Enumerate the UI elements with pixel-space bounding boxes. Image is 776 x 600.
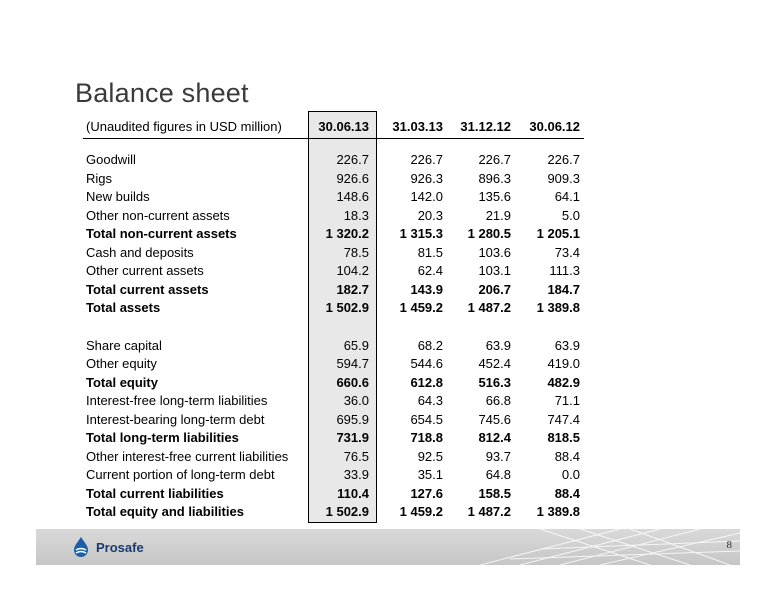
row-label: Total long-term liabilities [86,430,239,445]
column-header: 30.06.13 [318,119,369,134]
column-header: 31.12.12 [460,119,511,134]
row-label: Other equity [86,356,157,371]
row-value: 20.3 [417,207,443,223]
row-value: 1 389.8 [536,504,580,519]
row-value: 1 280.5 [467,226,511,241]
row-value: 93.7 [485,448,511,464]
decorative-lines-icon [480,529,740,565]
row-value: 104.2 [336,263,369,278]
row-value: 81.5 [417,244,443,260]
row-label: Other non-current assets [86,207,230,223]
row-value: 718.8 [410,430,443,445]
row-value: 64.1 [554,189,580,204]
row-label: Rigs [86,170,113,186]
row-value: 1 389.8 [536,300,580,315]
row-value: 1 459.2 [399,504,443,519]
row-value: 812.4 [478,430,511,445]
page-title: Balance sheet [75,78,249,108]
row-value: 1 487.2 [467,504,511,519]
row-value: 21.9 [485,207,511,223]
row-value: 78.5 [343,244,369,260]
row-value: 226.7 [336,152,369,167]
row-value: 64.3 [417,393,443,408]
row-label: Cash and deposits [86,244,194,260]
row-label: Other interest-free current liabilities [86,448,289,464]
row-value: 695.9 [336,411,369,427]
prosafe-logo-icon [72,537,90,557]
row-value: 63.9 [485,337,511,353]
header-label: (Unaudited figures in USD million) [86,119,282,134]
row-label: Total equity [86,374,158,390]
prosafe-logo [72,537,144,557]
row-value: 594.7 [336,356,369,371]
row-value: 88.4 [554,485,580,501]
row-value: 818.5 [547,430,580,445]
row-value: 896.3 [478,170,511,186]
row-value: 452.4 [478,356,511,371]
row-value: 111.3 [549,263,580,278]
row-label: Interest-bearing long-term debt [86,411,265,427]
row-label: Total current assets [86,281,209,297]
row-value: 35.1 [417,467,443,482]
row-value: 1 487.2 [467,300,511,315]
row-value: 544.6 [410,356,443,371]
row-value: 731.9 [336,430,369,445]
row-label: Other current assets [86,263,204,278]
row-value: 1 320.2 [325,226,369,241]
row-label: Goodwill [86,152,136,167]
row-value: 1 502.9 [325,300,369,315]
row-value: 1 205.1 [536,226,580,241]
row-value: 206.7 [478,281,511,297]
row-value: 182.7 [336,281,369,297]
row-value: 66.8 [485,393,511,408]
row-value: 76.5 [343,448,369,464]
logo-text: Prosafe [96,539,144,555]
column-header: 30.06.12 [529,119,580,134]
row-value: 1 315.3 [399,226,443,241]
row-value: 184.7 [547,281,580,297]
row-value: 88.4 [554,448,580,464]
row-value: 612.8 [410,374,443,390]
row-value: 63.9 [554,337,580,353]
row-value: 18.3 [343,207,369,223]
page-number: 8 [726,539,732,551]
row-label: Current portion of long-term debt [86,467,275,482]
row-label: Total current liabilities [86,485,224,501]
row-value: 0.0 [561,467,580,482]
row-value: 64.8 [485,467,511,482]
row-value: 226.7 [478,152,511,167]
row-value: 142.0 [410,189,443,204]
row-value: 103.6 [478,244,511,260]
column-header: 31.03.13 [392,119,443,134]
row-value: 73.4 [554,244,580,260]
row-value: 654.5 [410,411,443,427]
row-value: 148.6 [336,189,369,204]
row-value: 926.6 [336,170,369,186]
row-value: 909.3 [547,170,580,186]
row-value: 158.5 [478,485,511,501]
row-value: 62.4 [417,263,443,278]
row-value: 745.6 [478,411,511,427]
row-value: 103.1 [478,263,511,278]
row-label: New builds [86,189,150,204]
row-value: 143.9 [410,281,443,297]
row-value: 5.0 [561,207,580,223]
row-value: 135.6 [478,189,511,204]
row-value: 65.9 [343,337,369,353]
row-value: 1 459.2 [399,300,443,315]
row-value: 92.5 [417,448,443,464]
row-value: 660.6 [336,374,369,390]
row-value: 226.7 [410,152,443,167]
row-label: Interest-free long-term liabilities [86,393,268,408]
row-value: 516.3 [478,374,511,390]
row-value: 127.6 [410,485,443,501]
row-label: Total equity and liabilities [86,504,244,519]
row-label: Total non-current assets [86,226,237,241]
footer-bar [36,529,740,565]
row-value: 110.4 [337,485,369,501]
row-value: 33.9 [343,467,369,482]
row-value: 419.0 [547,356,580,371]
row-value: 747.4 [547,411,580,427]
row-value: 482.9 [547,374,580,390]
row-value: 1 502.9 [325,504,369,519]
row-value: 36.0 [343,393,369,408]
row-label: Total assets [86,300,161,315]
row-value: 226.7 [547,152,580,167]
row-value: 68.2 [417,337,443,353]
row-value: 926.3 [410,170,443,186]
row-value: 71.1 [554,393,580,408]
row-label: Share capital [86,337,162,353]
